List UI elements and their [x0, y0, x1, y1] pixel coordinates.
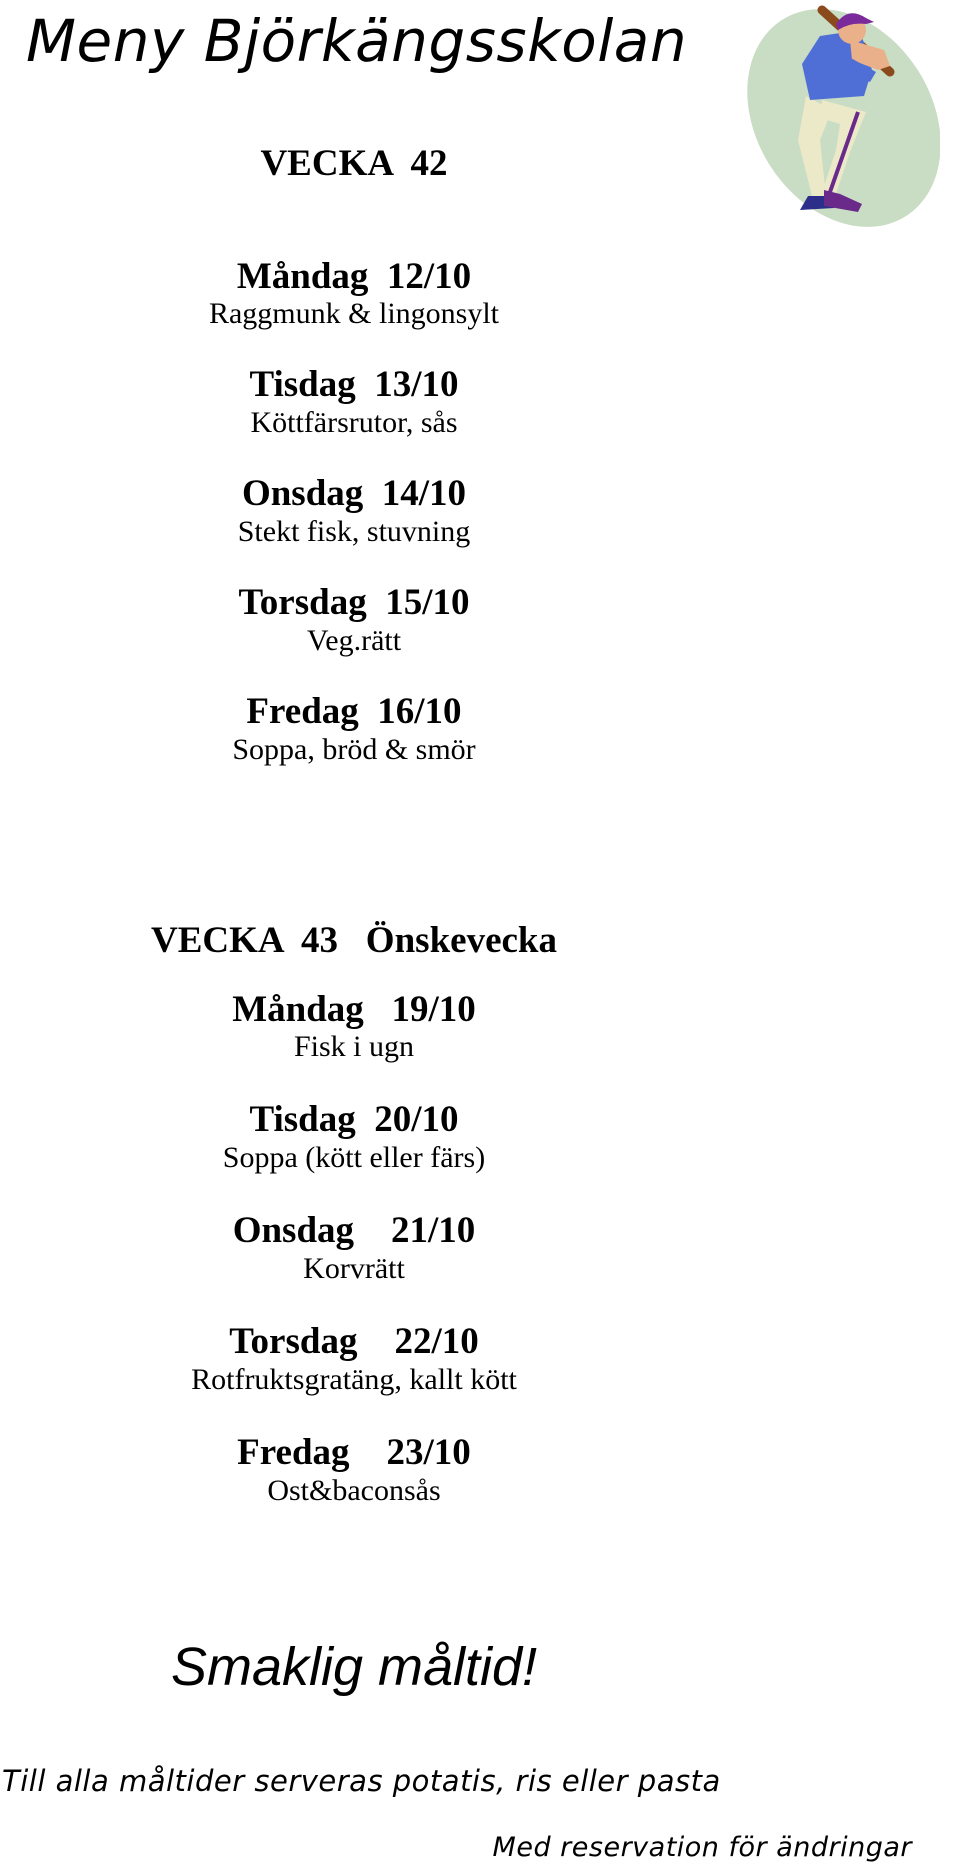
day-heading: Fredag 23/10	[237, 1431, 471, 1473]
day-heading: Torsdag 15/10	[238, 582, 470, 624]
day-heading: Tisdag 13/10	[249, 364, 459, 406]
week-42-day-monday	[0, 255, 708, 333]
greeting-text: Smaklig måltid!	[170, 1637, 538, 1697]
baseball-batter-icon	[740, 0, 940, 232]
day-heading: Måndag 19/10	[232, 988, 476, 1030]
week-43-day-thursday	[0, 1323, 708, 1398]
week-43-day-friday	[0, 1431, 708, 1509]
day-heading: Tisdag 20/10	[249, 1099, 459, 1141]
day-dish: Korvrätt	[303, 1252, 405, 1286]
week-42-heading: VECKA 42	[260, 143, 448, 184]
week-43-day-monday	[0, 988, 708, 1066]
day-heading: Onsdag 21/10	[232, 1210, 476, 1252]
day-dish: Stekt fisk, stuvning	[237, 515, 471, 549]
day-heading: Måndag 12/10	[236, 255, 472, 297]
week-43-section	[0, 920, 708, 1509]
week-42-day-tuesday	[0, 366, 708, 441]
week-42-day-friday	[0, 690, 708, 768]
day-dish: Soppa, bröd & smör	[232, 732, 476, 766]
week-43-day-wednesday	[0, 1212, 708, 1287]
day-dish: Veg.rätt	[306, 623, 402, 657]
week-43-heading: VECKA 43 Önskevecka	[150, 920, 557, 961]
day-dish: Fisk i ugn	[293, 1030, 415, 1064]
day-heading: Onsdag 14/10	[241, 473, 467, 515]
week-42-day-wednesday	[0, 475, 708, 550]
day-dish: Köttfärsrutor, sås	[250, 406, 458, 440]
day-dish: Rotfruktsgratäng, kallt kött	[191, 1362, 517, 1396]
day-dish: Soppa (kött eller färs)	[222, 1141, 486, 1175]
week-42-section	[0, 143, 708, 768]
day-dish: Ost&baconsås	[267, 1473, 441, 1507]
side-dish-note: Till alla måltider serveras potatis, ris eller pasta	[2, 1764, 721, 1798]
week-42-day-thursday	[0, 584, 708, 659]
reservation-note: Med reservation för ändringar	[492, 1832, 912, 1863]
day-heading: Torsdag 22/10	[229, 1321, 479, 1363]
day-dish: Raggmunk & lingonsylt	[208, 297, 499, 331]
page-title: Meny Björkängsskolan	[26, 7, 688, 75]
week-43-day-tuesday	[0, 1101, 708, 1176]
day-heading: Fredag 16/10	[246, 690, 462, 732]
